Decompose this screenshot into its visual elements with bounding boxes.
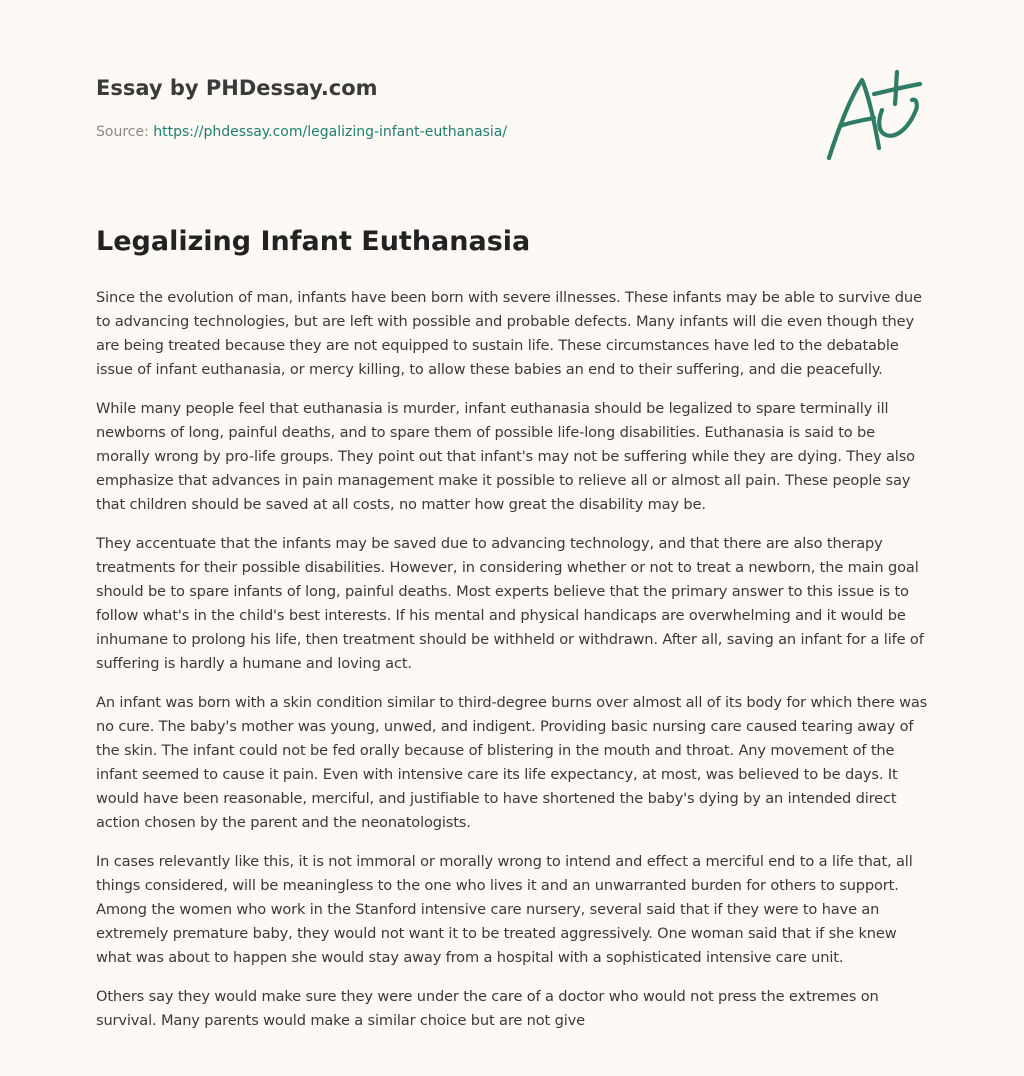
essay-paragraph: Since the evolution of man, infants have been born with severe illnesses. These infants may be able to survive due to advancing technologies, but are left with possible and probable defects. Many infants will die even though they are being treated because they are not equipped to sustain life. These circumstances have led to the debatable issue of infant euthanasia, or mercy killing, to allow these babies an end to their suffering, and die peacefully. <box>96 289 922 378</box>
essay-body <box>96 286 932 1048</box>
source-link[interactable]: https://phdessay.com/legalizing-infant-euthanasia/ <box>153 124 508 140</box>
essay-paragraph: An infant was born with a skin condition similar to third-degree burns over almost all of its body for which there was no cure. The baby's mother was young, unwed, and indigent. Providing basic nursing care caused tearing away of the skin. The infant could not be fed orally because of blistering in the mouth and throat. Any movement of the infant seemed to cause it pain. Even with intensive care its life expectancy, at most, was believed to be days. It would have been reasonable, merciful, and justifiable to have shortened the baby's dying by an intended direct action chosen by the parent and the neonatologists. <box>96 694 928 831</box>
source-label: Source: <box>96 124 149 140</box>
a-plus-grade-icon <box>822 68 926 164</box>
essay-paragraph: They accentuate that the infants may be saved due to advancing technology, and that there are also therapy treatments for their possible disabilities. However, in considering whether or not to treat a newborn, the main goal should be to spare infants of long, painful deaths. Most experts believe that the primary answer to this issue is to follow what's in the child's best interests. If his mental and physical handicaps are overwhelming and it would be inhumane to prolong his life, then treatment should be withheld or withdrawn. After all, saving an infant for a life of suffering is hardly a humane and loving act. <box>96 535 924 672</box>
essay-title: Legalizing Infant Euthanasia <box>96 226 531 257</box>
essay-paragraph: While many people feel that euthanasia is murder, infant euthanasia should be legalized to spare terminally ill newborns of long, painful deaths, and to spare them of possible life-long disabilities. Euthanasia is said to be morally wrong by pro-life groups. They point out that infant's may not be suffering while they are dying. They also emphasize that advances in pain management make it possible to relieve all or almost all pain. These people say that children should be saved at all costs, no matter how great the disability may be. <box>96 400 915 513</box>
site-brand: Essay by PHDessay.com <box>96 76 378 100</box>
essay-paragraph: In cases relevantly like this, it is not immoral or morally wrong to intend and effect a merciful end to a life that, all things considered, will be meaningless to the one who lives it and an unwarranted burden for others to support. Among the women who work in the Stanford intensive care nursery, several said that if they were to have an extremely premature baby, they would not want it to be treated aggressively. One woman said that if she knew what was about to happen she would stay away from a hospital with a sophisticated intensive care unit. <box>96 853 913 966</box>
source-line <box>96 124 507 140</box>
essay-paragraph: Others say they would make sure they were under the care of a doctor who would not press the extremes on survival. Many parents would make a similar choice but are not give <box>96 988 879 1029</box>
